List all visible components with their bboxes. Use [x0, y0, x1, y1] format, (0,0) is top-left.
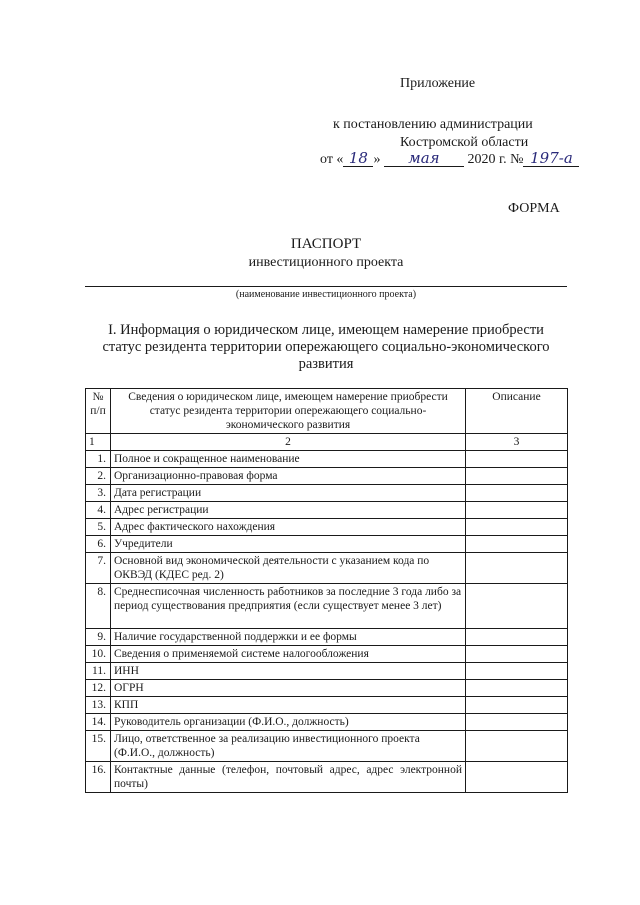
table-row — [86, 502, 568, 519]
row-number: 8. — [86, 584, 111, 629]
row-description — [466, 502, 568, 519]
row-label: ИНН — [111, 663, 466, 680]
row-number: 1. — [86, 451, 111, 468]
row-number: 11. — [86, 663, 111, 680]
date-mid: » — [373, 152, 381, 167]
row-label: Руководитель организации (Ф.И.О., должность) — [111, 714, 466, 731]
row-number: 16. — [86, 762, 111, 793]
row-number: 15. — [86, 731, 111, 762]
row-description — [466, 519, 568, 536]
row-number: 7. — [86, 553, 111, 584]
header-description: Описание — [466, 389, 568, 434]
row-description — [466, 629, 568, 646]
row-label: Среднесписочная численность работников за последние 3 года либо за период существования предприятия (если существует менее 3 лет) — [111, 584, 466, 629]
row-label: Учредители — [111, 536, 466, 553]
row-label: Сведения о применяемой системе налогообложения — [111, 646, 466, 663]
date-number-handwritten: 197-а — [523, 151, 579, 167]
table-row — [86, 451, 568, 468]
index-cell: 3 — [466, 434, 568, 451]
table-row — [86, 663, 568, 680]
row-description — [466, 663, 568, 680]
row-label: Организационно-правовая форма — [111, 468, 466, 485]
decree-line-1: к постановлению администрации — [333, 117, 533, 132]
row-description — [466, 451, 568, 468]
row-label: Адрес фактического нахождения — [111, 519, 466, 536]
decree-line-2: Костромской области — [400, 135, 529, 150]
row-number: 2. — [86, 468, 111, 485]
row-label: КПП — [111, 697, 466, 714]
table-row — [86, 519, 568, 536]
appendix-label: Приложение — [400, 76, 476, 91]
row-number: 10. — [86, 646, 111, 663]
row-description — [466, 553, 568, 584]
table-header-row — [86, 389, 568, 434]
row-number: 12. — [86, 680, 111, 697]
row-number: 13. — [86, 697, 111, 714]
row-description — [466, 485, 568, 502]
row-description — [466, 762, 568, 793]
row-description — [466, 714, 568, 731]
row-number: 5. — [86, 519, 111, 536]
table-index-row — [86, 434, 568, 451]
table-row — [86, 697, 568, 714]
row-label: Основной вид экономической деятельности с указанием кода по ОКВЭД (КДЕС ред. 2) — [111, 553, 466, 584]
row-description — [466, 680, 568, 697]
index-cell: 1 — [86, 434, 111, 451]
header-number: № п/п — [86, 389, 111, 434]
row-label: Лицо, ответственное за реализацию инвестиционного проекта (Ф.И.О., должность) — [111, 731, 466, 762]
page-title: ПАСПОРТ — [290, 236, 362, 252]
index-cell: 2 — [111, 434, 466, 451]
date-year: 2020 г. № — [467, 152, 524, 167]
table-row — [86, 553, 568, 584]
info-table — [85, 388, 568, 793]
table-row — [86, 629, 568, 646]
table-row — [86, 680, 568, 697]
row-description — [466, 731, 568, 762]
row-label: Адрес регистрации — [111, 502, 466, 519]
row-number: 6. — [86, 536, 111, 553]
section-title: I. Информация о юридическом лице, имеющем намерение приобрести статус резидента территории опережающего социально-экономического развития — [102, 322, 550, 372]
row-number: 9. — [86, 629, 111, 646]
row-description — [466, 536, 568, 553]
row-label: Контактные данные (телефон, почтовый адрес, адрес электронной почты) — [111, 762, 466, 793]
date-month-handwritten: мая — [384, 151, 464, 167]
table-row — [86, 584, 568, 629]
row-label: ОГРН — [111, 680, 466, 697]
table-row — [86, 646, 568, 663]
project-name-line — [85, 286, 567, 287]
form-label: ФОРМА — [508, 201, 560, 216]
table-row — [86, 536, 568, 553]
row-label: Наличие государственной поддержки и ее формы — [111, 629, 466, 646]
row-description — [466, 468, 568, 485]
table-row — [86, 468, 568, 485]
row-number: 14. — [86, 714, 111, 731]
row-description — [466, 697, 568, 714]
table-row — [86, 485, 568, 502]
row-number: 4. — [86, 502, 111, 519]
header-info: Сведения о юридическом лице, имеющем намерение приобрести статус резидента территории опережающего социально-экономического развития — [111, 389, 466, 434]
date-line — [320, 151, 579, 168]
date-day-handwritten: 18 — [343, 151, 373, 167]
project-name-caption: (наименование инвестиционного проекта) — [235, 289, 417, 300]
row-number: 3. — [86, 485, 111, 502]
row-label: Дата регистрации — [111, 485, 466, 502]
table-row — [86, 762, 568, 793]
row-description — [466, 646, 568, 663]
table-row — [86, 731, 568, 762]
row-description — [466, 584, 568, 629]
page-subtitle: инвестиционного проекта — [248, 255, 404, 270]
row-label: Полное и сокращенное наименование — [111, 451, 466, 468]
table-row — [86, 714, 568, 731]
date-prefix: от « — [320, 152, 344, 167]
